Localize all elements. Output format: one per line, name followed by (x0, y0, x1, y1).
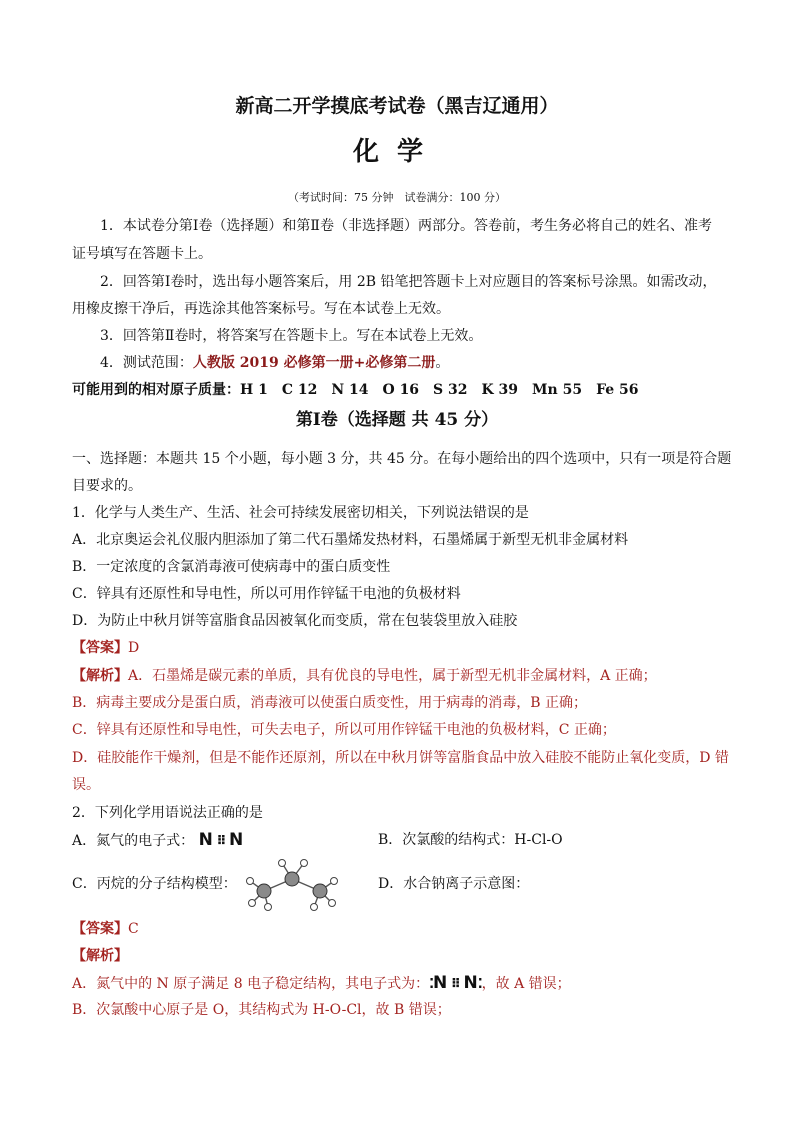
q2-option-a-label: A．氮气的电子式： (72, 833, 195, 849)
formula-nitrogen-atom: N (198, 830, 213, 850)
subject-title: 化学 (352, 137, 441, 167)
q2-analysis-b: B．次氯酸中心原子是 O，其结构式为 H-O-Cl，故 B 错误； (72, 1002, 451, 1018)
propane-ball-stick-model (242, 857, 342, 913)
q2-analysis-a-suffix: ，故 A 错误； (481, 976, 571, 992)
q1-answer-label: 【答案】 (72, 640, 128, 656)
q1-analysis-a (72, 666, 722, 686)
q2-option-b: B．次氯酸的结构式：H-Cl-O (378, 832, 563, 848)
q1-analysis-b: B．病毒主要成分是蛋白质，消毒液可以使蛋白质变性，用于病毒的消毒，B 正确； (72, 695, 588, 711)
section-title: 第Ⅰ卷（选择题 共 45 分） (295, 410, 499, 430)
q2-option-c-label: C．丙烷的分子结构模型： (72, 876, 237, 892)
q1-stem: 1．化学与人类生产、生活、社会可持续发展密切相关，下列说法错误的是 (72, 505, 529, 521)
n2-electron-formula (199, 830, 244, 850)
q2-answer-value: C (128, 921, 139, 937)
q1-option-b: B．一定浓度的含氯消毒液可使病毒中的蛋白质变性 (72, 559, 391, 575)
exam-info: （考试时间：75 分钟 试卷满分：100 分） (288, 191, 506, 204)
q1-analysis-a-text: A．石墨烯是碳元素的单质，具有优良的导电性，属于新型无机非金属材料，A 正确； (128, 668, 657, 684)
triple-bond-dots-icon: ⠿ (447, 977, 464, 992)
instruction-4-suffix: 。 (435, 355, 450, 371)
q1-analysis-d2: 误。 (72, 777, 100, 793)
instruction-2a: 2．回答第Ⅰ卷时，选出每小题答案后，用 2B 铅笔把答题卡上对应题目的答案标号涂黑。如需改动， (100, 274, 717, 290)
q2-option-d-label: D．水合钠离子示意图： (378, 876, 530, 892)
q2-analysis-a-prefix: A．氮气中的 N 原子满足 8 电子稳定结构，其电子式为： (72, 976, 430, 992)
formula-nitrogen-atom: N (433, 973, 448, 993)
q2-analysis-label: 【解析】 (72, 948, 128, 964)
q1-option-a: A．北京奥运会礼仪服内胆添加了第二代石墨烯发热材料，石墨烯属于新型无机非金属材料 (72, 532, 629, 548)
part-one-intro-b: 目要求的。 (72, 478, 142, 494)
part-one-intro-a: 一、选择题：本题共 15 个小题，每小题 3 分，共 45 分。在每小题给出的四个选项中，只有一项是符合题 (72, 451, 732, 467)
instruction-3: 3．回答第Ⅱ卷时，将答案写在答题卡上。写在本试卷上无效。 (100, 328, 483, 344)
instruction-4 (100, 353, 750, 373)
q1-option-c: C．锌具有还原性和导电性，所以可用作锌锰干电池的负极材料 (72, 586, 461, 602)
test-range: 人教版 2019 必修第一册+必修第二册 (192, 355, 436, 371)
instruction-1a: 1．本试卷分第Ⅰ卷（选择题）和第Ⅱ卷（非选择题）两部分。答卷前，考生务必将自己的姓名、准考 (100, 218, 712, 234)
q2-answer (72, 919, 722, 939)
q1-answer-value: D (128, 640, 140, 656)
formula-nitrogen-atom: N (463, 973, 478, 993)
q2-analysis-a (72, 973, 722, 995)
instruction-4-prefix: 4．测试范围： (100, 355, 193, 371)
q1-option-d: D．为防止中秋月饼等富脂食品因被氧化而变质，常在包装袋里放入硅胶 (72, 613, 518, 629)
exam-title: 新高二开学摸底考试卷（黑吉辽通用） (235, 95, 559, 117)
lone-pair-dots-icon: ⁚ (477, 977, 482, 992)
q2-answer-label: 【答案】 (72, 921, 128, 937)
q1-analysis-c: C．锌具有还原性和导电性，可失去电子，所以可用作锌锰干电池的负极材料，C 正确； (72, 722, 616, 738)
lone-pair-dots-icon: ⁚ (429, 977, 434, 992)
triple-bond-dots-icon: ⠿ (212, 834, 230, 849)
atomic-masses: 可能用到的相对原子质量：H 1 C 12 N 14 O 16 S 32 K 39 Mn 55 Fe 56 (72, 382, 639, 398)
q2-stem: 2．下列化学用语说法正确的是 (72, 805, 263, 821)
q1-analysis-d1: D．硅胶能作干燥剂，但是不能作还原剂，所以在中秋月饼等富脂食品中放入硅胶不能防止氧化变质，D 错 (72, 750, 729, 766)
n2-electron-formula-full (429, 973, 482, 993)
q1-answer (72, 638, 722, 658)
q1-analysis-label: 【解析】 (72, 668, 128, 684)
formula-nitrogen-atom: N (229, 830, 244, 850)
instruction-2b: 用橡皮擦干净后，再选涂其他答案标号。写在本试卷上无效。 (72, 301, 450, 317)
instruction-1b: 证号填写在答题卡上。 (72, 246, 212, 262)
